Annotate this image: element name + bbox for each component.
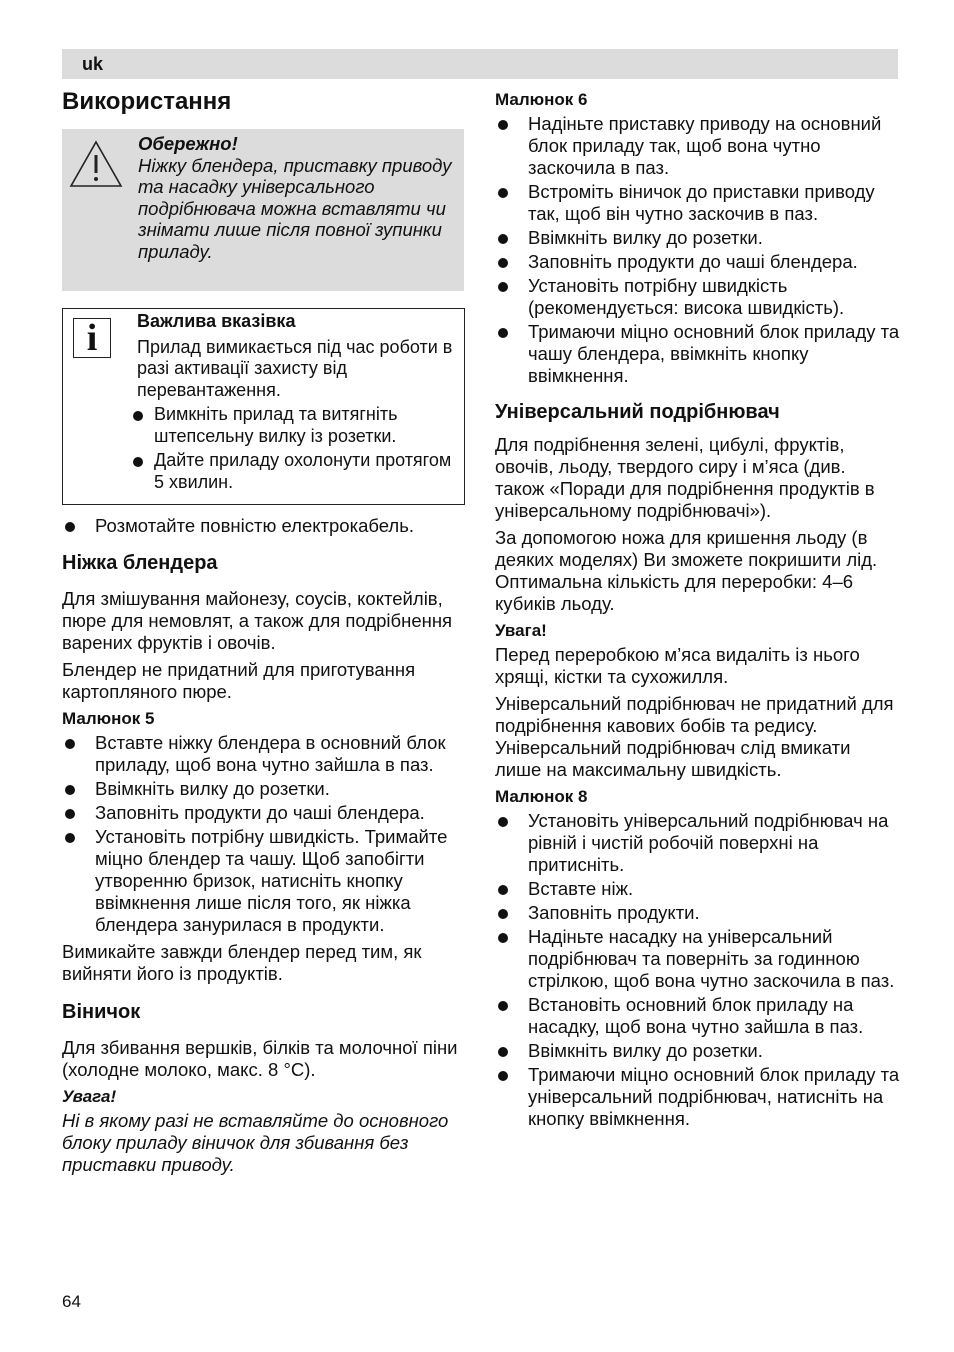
whisk-heading: Віничок bbox=[62, 1001, 141, 1023]
right-column bbox=[495, 89, 900, 1130]
list-item: Тримаючи міцно основний блок приладу та універсальний подрібнювач, натисніть на кнопку ввімкнення. bbox=[495, 1064, 900, 1130]
figure-8-label: Малюнок 8 bbox=[495, 787, 588, 806]
list-item: Установіть універсальний подрібнювач на рівній і чистій робочій поверхні на притисніть. bbox=[495, 810, 900, 876]
list-item: Вставте ніжку блендера в основний блок приладу, щоб вона чутно зайшла в паз. bbox=[62, 732, 467, 776]
figure-6-list bbox=[495, 113, 900, 387]
figure-5-label: Малюнок 5 bbox=[62, 709, 155, 728]
chopper-paragraph: Універсальний подрібнювач не придатний для подрібнення кавових бобів та редису. Універсальний подрібнювач слід вмикати лише на максимальну швидкість. bbox=[495, 693, 894, 780]
figure-5-list bbox=[62, 732, 467, 936]
blender-paragraph: Вимикайте завжди блендер перед тим, як вийняти його із продуктів. bbox=[62, 941, 422, 984]
figure-6-label: Малюнок 6 bbox=[495, 90, 588, 109]
language-header-bar bbox=[62, 49, 898, 79]
unwind-instruction: Розмотайте повністю електрокабель. bbox=[62, 515, 467, 537]
info-box bbox=[62, 308, 465, 505]
list-item: Установіть потрібну швидкість. Тримайте міцно блендер та чашу. Щоб запобігти утворенню бризок, натисніть кнопку ввімкнення лише після того, як ніжка блендера занурилася в продукти. bbox=[62, 826, 467, 936]
list-item: Надіньте насадку на універсальний подрібнювач та поверніть за годинною стрілкою, щоб вона чутно заскочила в паз. bbox=[495, 926, 900, 992]
list-item: Ввімкніть вилку до розетки. bbox=[495, 227, 900, 249]
blender-paragraph: Блендер не придатний для приготування картопляного пюре. bbox=[62, 659, 416, 702]
language-code: uk bbox=[82, 54, 104, 74]
list-item: Заповніть продукти до чаші блендера. bbox=[495, 251, 900, 273]
list-item: Ввімкніть вилку до розетки. bbox=[62, 778, 467, 800]
blender-paragraph: Для змішування майонезу, соусів, коктейлів, пюре для немовлят, а також для подрібнення варених фруктів і овочів. bbox=[62, 588, 453, 653]
list-item: Вставте ніж. bbox=[495, 878, 900, 900]
whisk-paragraph: Для збивання вершків, білків та молочної піни (холодне молоко, макс. 8 °C). bbox=[62, 1037, 458, 1080]
list-item: Встроміть віничок до приставки приводу так, щоб він чутно заскочив в паз. bbox=[495, 181, 900, 225]
list-item: Заповніть продукти до чаші блендера. bbox=[62, 802, 467, 824]
list-item: Заповніть продукти. bbox=[495, 902, 900, 924]
caution-box bbox=[62, 129, 464, 291]
info-text bbox=[137, 311, 457, 493]
list-item: Ввімкніть вилку до розетки. bbox=[495, 1040, 900, 1062]
info-list bbox=[137, 404, 457, 493]
caution-body: Ніжку блендера, приставку приводу та насадку універсального подрібнювача можна вставляти чи знімати лише після повної зупинки приладу. bbox=[138, 154, 452, 262]
info-title: Важлива вказівка bbox=[137, 311, 296, 331]
page-number: 64 bbox=[62, 1292, 81, 1311]
warning-triangle-icon bbox=[68, 139, 124, 189]
info-item: Вимкніть прилад та витягніть штепсельну вилку із розетки. bbox=[137, 404, 457, 447]
left-column bbox=[62, 515, 467, 1176]
figure-8-list bbox=[495, 810, 900, 1130]
info-icon: i bbox=[73, 318, 111, 358]
info-body: Прилад вимикається під час роботи в разі активації захисту від перевантаження. bbox=[137, 336, 453, 400]
list-item: Тримаючи міцно основний блок приладу та чашу блендера, ввімкніть кнопку ввімкнення. bbox=[495, 321, 900, 387]
list-item: Встановіть основний блок приладу на насадку, щоб вона чутно зайшла в паз. bbox=[495, 994, 900, 1038]
chopper-heading: Універсальний подрібнювач bbox=[495, 401, 780, 423]
list-item: Установіть потрібну швидкість (рекомендується: висока швидкість). bbox=[495, 275, 900, 319]
list-item: Надіньте приставку приводу на основний блок приладу так, щоб вона чутно заскочила в паз. bbox=[495, 113, 900, 179]
chopper-warning-text: Перед переробкою м’яса видаліть із нього хрящі, кістки та сухожилля. bbox=[495, 644, 860, 687]
whisk-warning-text: Ні в якому разі не вставляйте до основного блоку приладу віничок для збивання без приставки приводу. bbox=[62, 1110, 449, 1175]
chopper-warning-title: Увага! bbox=[495, 621, 547, 640]
info-item: Дайте приладу охолонути протягом 5 хвилин. bbox=[137, 450, 457, 493]
blender-heading: Ніжка блендера bbox=[62, 552, 218, 574]
page-title: Використання bbox=[62, 88, 232, 115]
whisk-warning-title: Увага! bbox=[62, 1087, 117, 1106]
caution-text bbox=[138, 133, 458, 262]
caution-title: Обережно! bbox=[138, 133, 238, 154]
chopper-paragraph: За допомогою ножа для кришення льоду (в деяких моделях) Ви зможете покришити лід. Оптимальна кількість для переробки: 4–6 кубиків льоду. bbox=[495, 527, 878, 614]
chopper-paragraph: Для подрібнення зелені, цибулі, фруктів, овочів, льоду, твердого сиру і м’яса (див. також «Поради для подрібнення продуктів в універсальному подрібнювачі»). bbox=[495, 434, 875, 521]
